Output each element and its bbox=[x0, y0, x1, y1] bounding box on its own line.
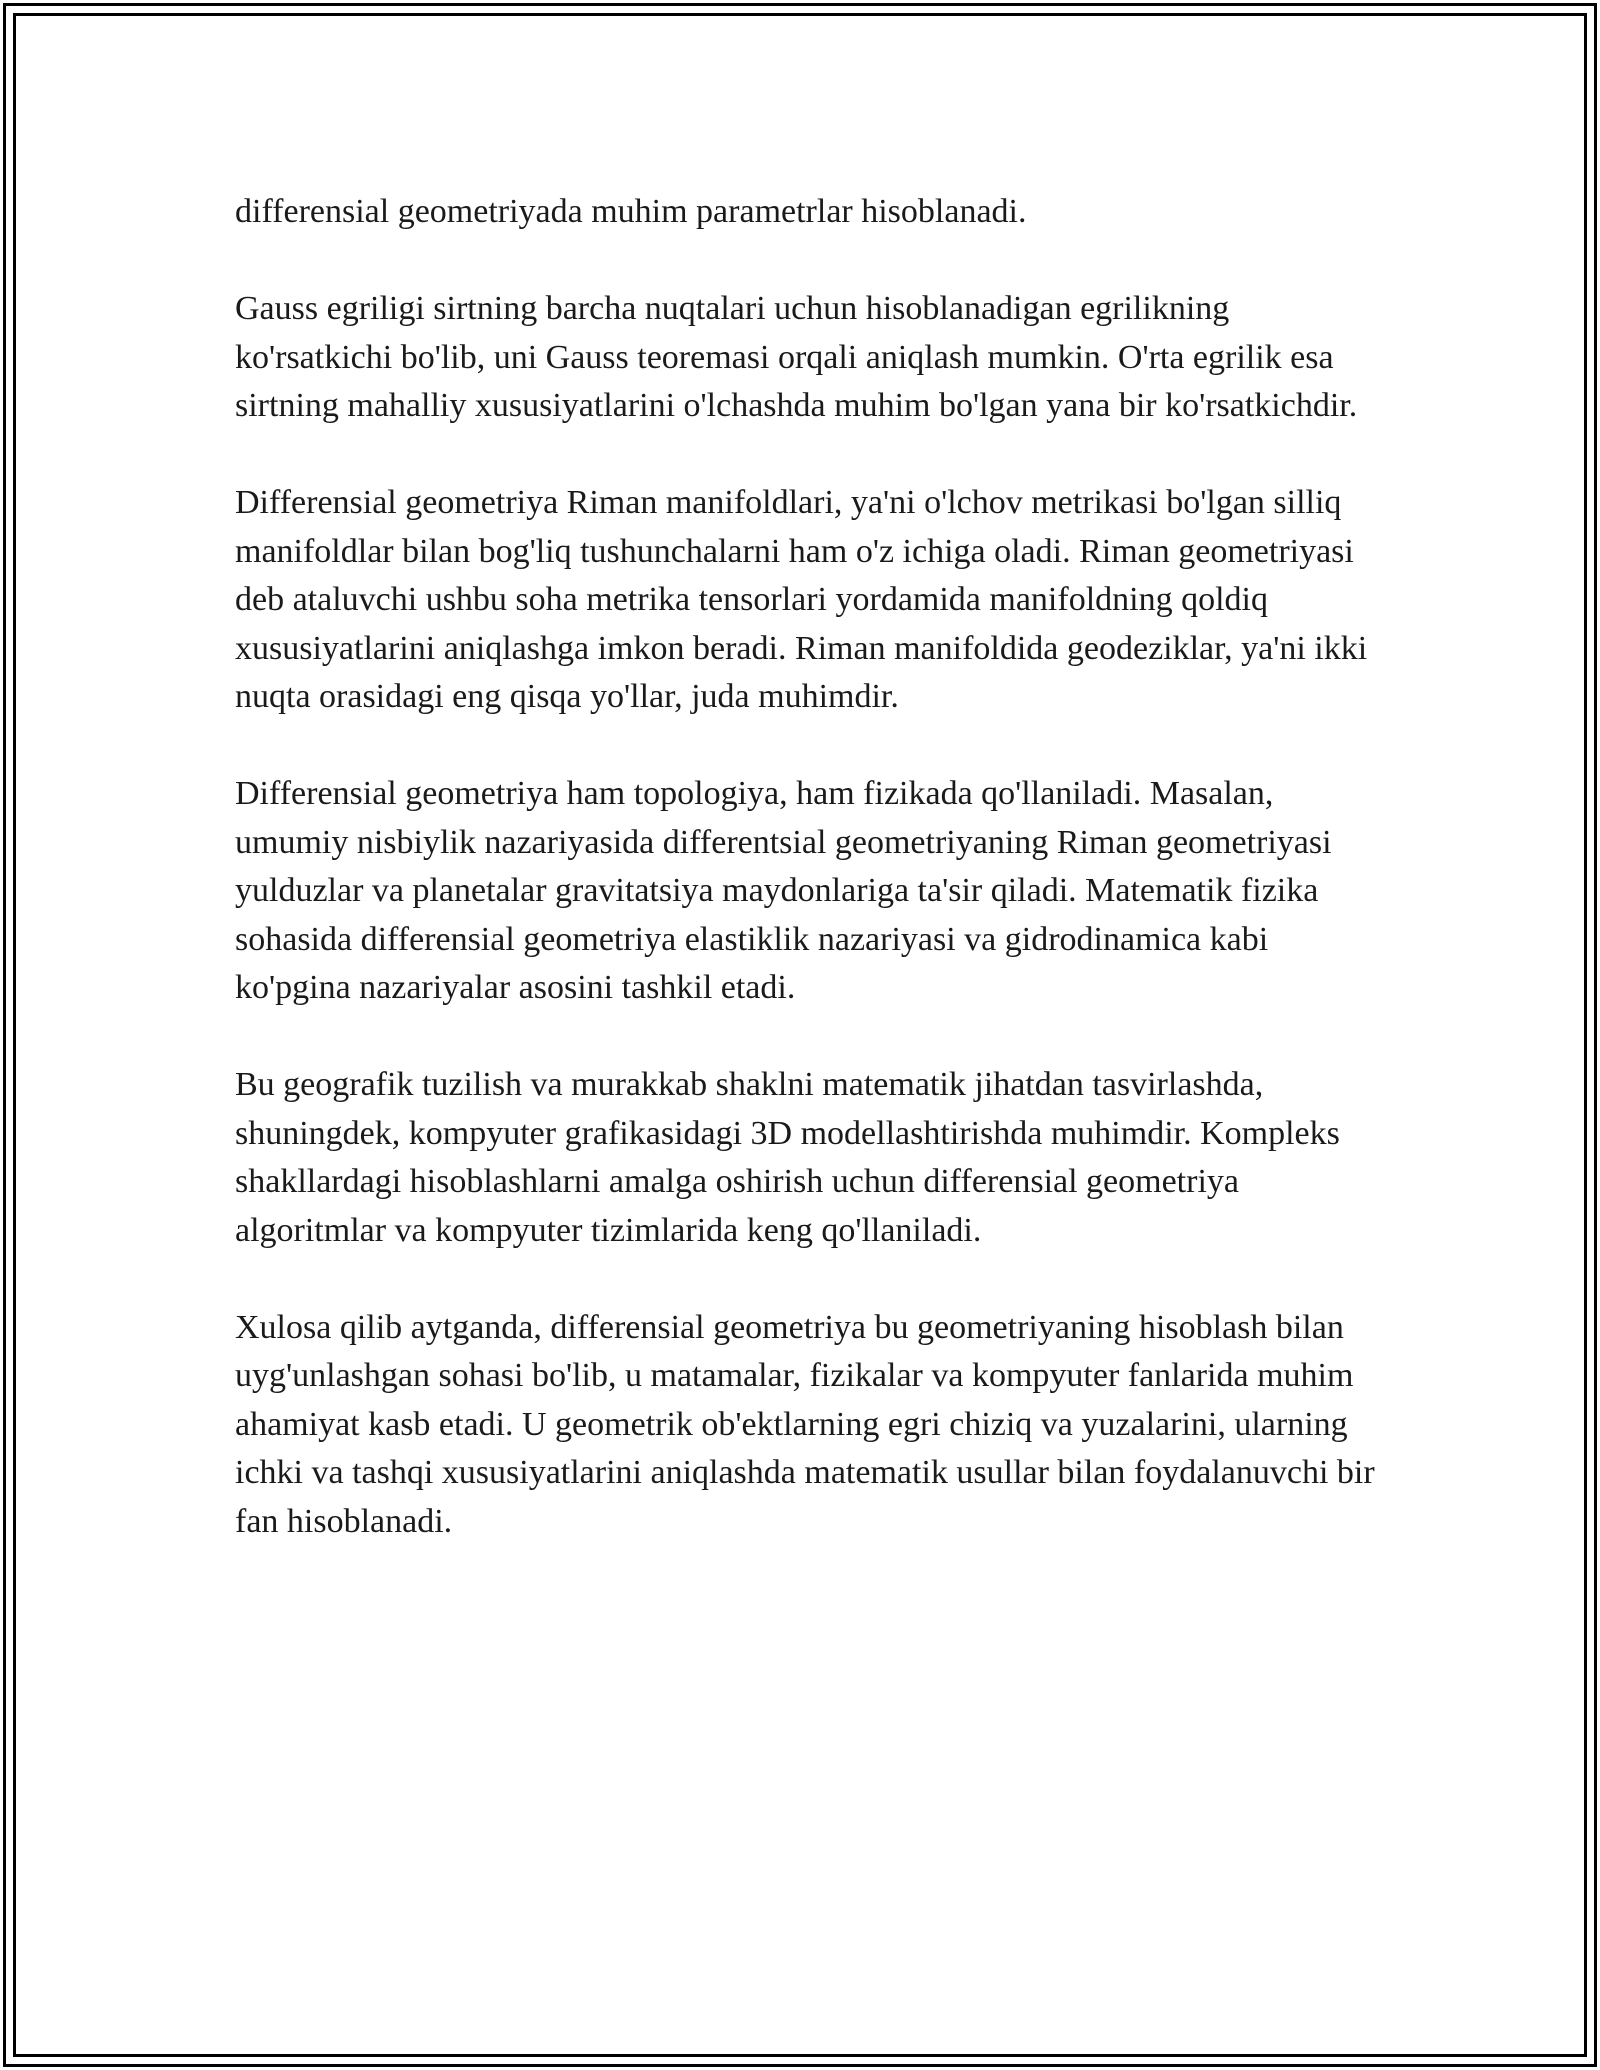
paragraph-6: Xulosa qilib aytganda, differensial geometriya bu geometriyaning hisoblash bilan uyg'unlashgan sohasi bo'lib, u matamalar, fizikalar va kompyuter fanlarida muhim ahamiyat kasb etadi. U geometrik ob'ektlarning egri chiziq va yuzalarini, ularning ichki va tashqi xususiyatlarini aniqlashda matematik usullar bilan foydalanuvchi bir fan hisoblanadi. bbox=[235, 1308, 1375, 1540]
paragraph-1: differensial geometriyada muhim parametrlar hisoblanadi. bbox=[235, 193, 1027, 230]
document-body bbox=[235, 188, 1375, 1595]
paragraph-3: Differensial geometriya Riman manifoldlari, ya'ni o'lchov metrikasi bo'lgan silliq manifoldlar bilan bog'liq tushunchalarni ham o'z ichiga oladi. Riman geometriyasi deb ataluvchi ushbu soha metrika tensorlari yordamida manifoldning qoldiq xususiyatlarini aniqlashga imkon beradi. Riman manifoldida geodeziklar, ya'ni ikki nuqta orasidagi eng qisqa yo'llar, juda muhimdir. bbox=[235, 484, 1368, 715]
paragraph-5: Bu geografik tuzilish va murakkab shaklni matematik jihatdan tasvirlashda, shuningdek, kompyuter grafikasidagi 3D modellashtirishda muhimdir. Kompleks shakllardagi hisoblashlarni amalga oshirish uchun differensial geometriya algoritmlar va kompyuter tizimlarida keng qo'llaniladi. bbox=[235, 1066, 1340, 1249]
paragraph-2: Gauss egriligi sirtning barcha nuqtalari uchun hisoblanadigan egrilikning ko'rsatkichi bo'lib, uni Gauss teoremasi orqali aniqlash mumkin. O'rta egrilik esa sirtning mahalliy xususiyatlarini o'lchashda muhim bo'lgan yana bir ko'rsatkichdir. bbox=[235, 290, 1358, 424]
paragraph-4: Differensial geometriya ham topologiya, ham fizikada qo'llaniladi. Masalan, umumiy nisbiylik nazariyasida differentsial geometriyaning Riman geometriyasi yulduzlar va planetalar gravitatsiya maydonlariga ta'sir qiladi. Matematik fizika sohasida differensial geometriya elastiklik nazariyasi va gidrodinamica kabi ko'pgina nazariyalar asosini tashkil etadi. bbox=[235, 775, 1332, 1006]
